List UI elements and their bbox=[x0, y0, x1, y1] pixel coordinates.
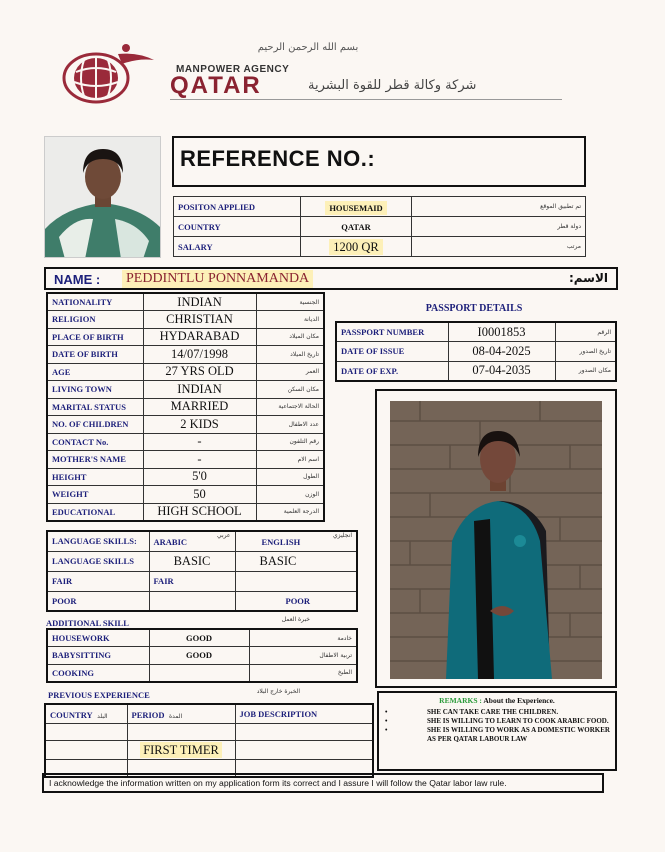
company-logo bbox=[58, 42, 158, 104]
country-column-arabic: البلد bbox=[97, 713, 108, 720]
country-row bbox=[174, 217, 586, 237]
remarks-title-rest: About the Experience. bbox=[483, 696, 555, 705]
expiry-date-arabic: مكان الصدور bbox=[555, 361, 616, 381]
dob-value: 14/07/1998 bbox=[143, 346, 256, 364]
skill-row bbox=[47, 664, 357, 682]
age-value: 27 YRS OLD bbox=[143, 363, 256, 381]
marital-value: MARRIED bbox=[143, 398, 256, 416]
basmala: بسم الله الرحمن الرحيم bbox=[257, 42, 359, 53]
passport-photo bbox=[44, 136, 161, 258]
skill-row bbox=[47, 647, 357, 665]
full-body-photo-frame bbox=[375, 389, 617, 688]
salary-label: SALARY bbox=[174, 237, 301, 257]
housework-arabic: خادمة bbox=[249, 629, 357, 647]
experience-row bbox=[45, 724, 373, 741]
company-name-big: QATAR bbox=[170, 72, 262, 99]
personal-row bbox=[47, 381, 324, 399]
experience-value: FIRST TIMER bbox=[140, 742, 222, 758]
language-row-label: LANGUAGE SKILLS bbox=[47, 551, 149, 571]
reference-label: REFERENCE NO.: bbox=[180, 146, 376, 171]
babysitting-value: GOOD bbox=[149, 647, 249, 665]
country-column-label: COUNTRY bbox=[50, 710, 93, 720]
expiry-date-label: DATE OF EXP. bbox=[336, 361, 448, 381]
experience-row bbox=[45, 741, 373, 760]
additional-skill-title-arabic: خبرة العمل bbox=[281, 616, 310, 623]
personal-row bbox=[47, 503, 324, 521]
housework-value: GOOD bbox=[149, 629, 249, 647]
remarks-item: • SHE IS WILLING TO LEARN TO COOK ARABIC FOOD. bbox=[385, 717, 609, 725]
company-name-small: MANPOWER AGENCY bbox=[176, 64, 290, 75]
education-arabic: الدرجة العلمية bbox=[256, 503, 324, 521]
contact-value: - bbox=[143, 433, 256, 451]
issue-date-value: 08-04-2025 bbox=[448, 342, 555, 362]
poor-label: POOR bbox=[47, 591, 149, 611]
issue-date-arabic: تاريخ الصدور bbox=[555, 342, 616, 362]
babysitting-arabic: تربية الاطفال bbox=[249, 647, 357, 665]
salary-value: 1200 QR bbox=[329, 239, 383, 255]
passport-number-label: PASSPORT NUMBER bbox=[336, 322, 448, 342]
personal-row bbox=[47, 293, 324, 311]
passport-table bbox=[335, 321, 617, 382]
mother-value: - bbox=[143, 451, 256, 469]
personal-row bbox=[47, 433, 324, 451]
additional-skill-title: ADDITIONAL SKILL bbox=[46, 618, 129, 628]
remarks-title bbox=[379, 696, 615, 705]
passport-row bbox=[336, 342, 616, 362]
personal-row bbox=[47, 468, 324, 486]
personal-row bbox=[47, 398, 324, 416]
weight-value: 50 bbox=[143, 486, 256, 504]
remarks-item: • SHE IS WILLING TO WORK AS A DOMESTIC WORKER AS PER QATAR LABOUR LAW bbox=[385, 726, 610, 743]
birthplace-label: PLACE OF BIRTH bbox=[47, 328, 143, 346]
personal-table bbox=[46, 292, 325, 522]
mother-label: MOTHER'S NAME bbox=[47, 451, 143, 469]
position-value: HOUSEMAID bbox=[325, 201, 386, 215]
expiry-date-value: 07-04-2035 bbox=[448, 361, 555, 381]
children-value: 2 KIDS bbox=[143, 416, 256, 434]
previous-experience-title: PREVIOUS EXPERIENCE bbox=[48, 690, 150, 700]
country-arabic: دولة قطر bbox=[412, 217, 586, 237]
personal-row bbox=[47, 311, 324, 329]
english-column-arabic: انجليزي bbox=[332, 532, 352, 540]
english-column-label: ENGLISH bbox=[261, 537, 301, 548]
children-label: NO. OF CHILDREN bbox=[47, 416, 143, 434]
salary-row bbox=[174, 237, 586, 257]
nationality-value: INDIAN bbox=[143, 293, 256, 311]
personal-row bbox=[47, 363, 324, 381]
age-arabic: العمر bbox=[256, 363, 324, 381]
language-row bbox=[47, 591, 357, 611]
passport-title: PASSPORT DETAILS bbox=[425, 303, 523, 314]
children-arabic: عدد الاطفال bbox=[256, 416, 324, 434]
name-arabic: الاسم: bbox=[568, 271, 608, 285]
position-label: POSITON APPLIED bbox=[174, 197, 301, 217]
weight-arabic: الوزن bbox=[256, 486, 324, 504]
cooking-label: COOKING bbox=[47, 664, 149, 682]
arabic-level: BASIC bbox=[149, 551, 235, 571]
education-value: HIGH SCHOOL bbox=[143, 503, 256, 521]
acknowledgement-text: I acknowledge the information written on my application form its correct and I assure I will follow the Qatar labor law rule. bbox=[49, 778, 507, 788]
skill-row bbox=[47, 629, 357, 647]
height-label: HEIGHT bbox=[47, 468, 143, 486]
dob-arabic: تاريخ الميلاد bbox=[256, 346, 324, 364]
period-column-arabic: المدة bbox=[169, 713, 183, 720]
babysitting-label: BABYSITTING bbox=[47, 647, 149, 665]
passport-number-value: I0001853 bbox=[448, 322, 555, 342]
language-header-row bbox=[47, 531, 357, 551]
cooking-value bbox=[149, 664, 249, 682]
birthplace-arabic: مكان الميلاد bbox=[256, 328, 324, 346]
mother-arabic: اسم الام bbox=[256, 451, 324, 469]
housework-label: HOUSEWORK bbox=[47, 629, 149, 647]
personal-row bbox=[47, 486, 324, 504]
contact-label: CONTACT No. bbox=[47, 433, 143, 451]
town-label: LIVING TOWN bbox=[47, 381, 143, 399]
marital-arabic: الحالة الاجتماعية bbox=[256, 398, 324, 416]
header-rule bbox=[170, 99, 562, 100]
salary-arabic: مرتب bbox=[412, 237, 586, 257]
position-row bbox=[174, 197, 586, 217]
height-arabic: الطول bbox=[256, 468, 324, 486]
poor-english-value: POOR bbox=[235, 591, 357, 611]
personal-row bbox=[47, 346, 324, 364]
contact-arabic: رقم التلفون bbox=[256, 433, 324, 451]
job-column-label: JOB DESCRIPTION bbox=[235, 704, 373, 724]
education-label: EDUCATIONAL bbox=[47, 503, 143, 521]
fair-arabic-value: FAIR bbox=[149, 571, 235, 591]
remarks-box bbox=[377, 691, 617, 771]
personal-row bbox=[47, 328, 324, 346]
language-row bbox=[47, 571, 357, 591]
cooking-arabic: الطبخ bbox=[249, 664, 357, 682]
country-label: COUNTRY bbox=[174, 217, 301, 237]
previous-experience-title-arabic: الخبرة خارج البلاد bbox=[256, 688, 300, 695]
additional-skill-table bbox=[46, 628, 358, 683]
language-row bbox=[47, 551, 357, 571]
nationality-arabic: الجنسية bbox=[256, 293, 324, 311]
period-column-label: PERIOD bbox=[131, 710, 165, 720]
name-value: PEDDINTLU PONNAMANDA bbox=[122, 270, 313, 288]
company-name-arabic: شركة وكالة قطر للقوة البشرية bbox=[308, 78, 477, 93]
position-arabic: تم تطبيق الموقع bbox=[412, 197, 586, 217]
arabic-column-label: ARABIC bbox=[153, 537, 188, 548]
passport-row bbox=[336, 361, 616, 381]
passport-number-arabic: الرقم bbox=[555, 322, 616, 342]
name-box bbox=[44, 267, 618, 290]
religion-label: RELIGION bbox=[47, 311, 143, 329]
country-value: QATAR bbox=[301, 217, 412, 237]
arabic-column-arabic: عربي bbox=[216, 532, 231, 540]
reference-box bbox=[172, 136, 586, 187]
remarks-title-green: REMARKS : bbox=[439, 696, 482, 705]
full-body-photo bbox=[390, 401, 602, 679]
remarks-list bbox=[385, 708, 611, 744]
nationality-label: NATIONALITY bbox=[47, 293, 143, 311]
religion-value: CHRISTIAN bbox=[143, 311, 256, 329]
religion-arabic: الديانة bbox=[256, 311, 324, 329]
passport-row bbox=[336, 322, 616, 342]
town-arabic: مكان السكن bbox=[256, 381, 324, 399]
language-header-label: LANGUAGE SKILLS: bbox=[47, 531, 149, 551]
language-table bbox=[46, 530, 358, 612]
english-level: BASIC bbox=[235, 551, 357, 571]
height-value: 5'0 bbox=[143, 468, 256, 486]
remarks-item: • SHE CAN TAKE CARE THE CHILDREN. bbox=[385, 708, 559, 716]
weight-label: WEIGHT bbox=[47, 486, 143, 504]
birthplace-value: HYDARABAD bbox=[143, 328, 256, 346]
acknowledgement-box bbox=[42, 773, 604, 793]
marital-label: MARITAL STATUS bbox=[47, 398, 143, 416]
personal-row bbox=[47, 451, 324, 469]
experience-header-row bbox=[45, 704, 373, 724]
issue-date-label: DATE OF ISSUE bbox=[336, 342, 448, 362]
experience-table bbox=[44, 703, 374, 778]
town-value: INDIAN bbox=[143, 381, 256, 399]
age-label: AGE bbox=[47, 363, 143, 381]
name-label: NAME : bbox=[54, 272, 101, 287]
personal-row bbox=[47, 416, 324, 434]
position-table bbox=[173, 196, 586, 257]
dob-label: DATE OF BIRTH bbox=[47, 346, 143, 364]
fair-label: FAIR bbox=[47, 571, 149, 591]
